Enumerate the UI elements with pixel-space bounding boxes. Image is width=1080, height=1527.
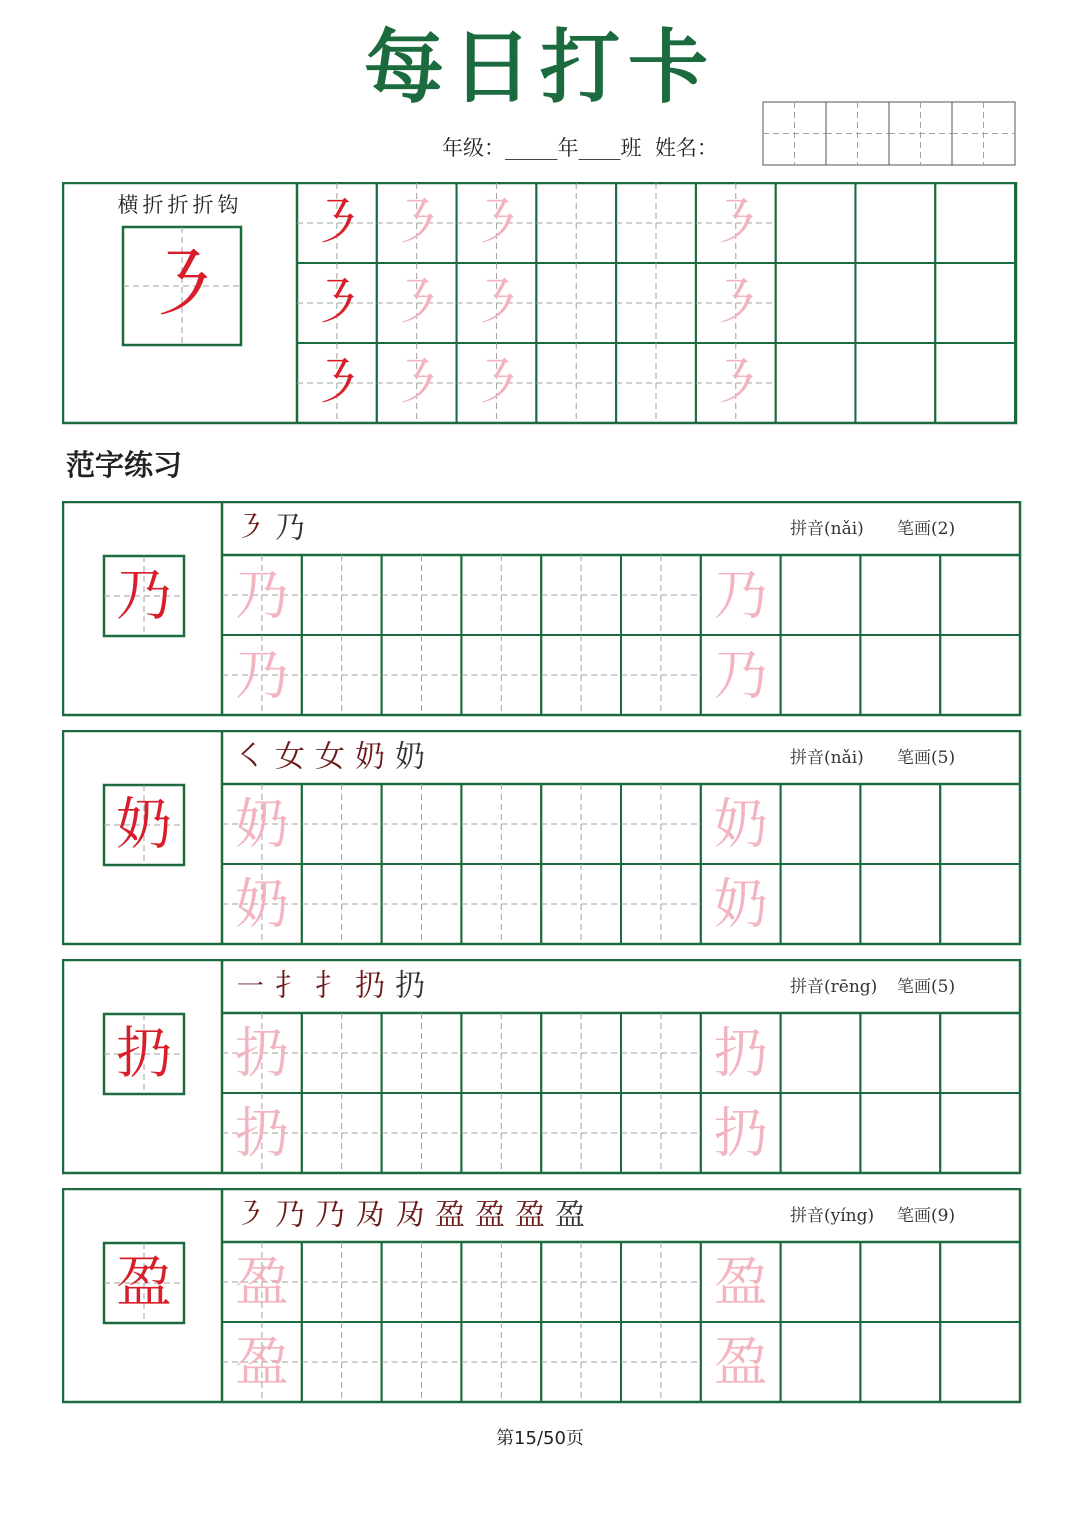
strokes-label: 笔画(9) [897, 1206, 956, 1226]
stroke-glyph: ㇋ [309, 351, 364, 415]
stroke-glyph: ㇋ [469, 191, 524, 255]
pinyin-label: 拼音(nǎi) [790, 748, 864, 768]
trace-char: 乃 [234, 563, 289, 627]
model-char: 扔 [116, 1021, 172, 1087]
stroke-order-step: ㇛ [235, 739, 265, 775]
practice-cell [781, 635, 861, 715]
pinyin-label: 拼音(rēng) [790, 977, 878, 997]
pinyin-label: 拼音(nǎi) [790, 519, 864, 539]
trace-char: 奶 [713, 792, 768, 856]
practice-cell [781, 784, 861, 864]
stroke-glyph: ㇋ [389, 351, 444, 415]
section-title: 范字练习 [66, 448, 183, 482]
practice-cell [940, 1093, 1020, 1173]
stroke-order-step: ㇋ [235, 510, 265, 546]
trace-char: 扔 [234, 1101, 289, 1165]
stroke-name: 横折折折钩 [117, 193, 243, 217]
stroke-order-step: 女 [315, 739, 345, 775]
stroke-glyph: ㇋ [708, 351, 763, 415]
model-char: 乃 [116, 563, 172, 629]
character-block-ying [62, 1188, 1022, 1404]
page-number: 第15/50页 [496, 1428, 584, 1449]
stroke-glyph: ㇋ [389, 191, 444, 255]
practice-cell [781, 1242, 861, 1322]
name-writing-boxes[interactable] [762, 101, 1016, 167]
trace-char: 盈 [234, 1250, 289, 1314]
practice-cell [781, 1093, 861, 1173]
stroke-order-step: 扌 [275, 968, 305, 1004]
practice-cell [860, 1093, 940, 1173]
practice-cell [781, 1322, 861, 1402]
stroke-order-step: ㇋ [235, 1197, 265, 1233]
stroke-order-step: 奶 [355, 739, 385, 775]
stroke-order-step: 盈 [435, 1197, 465, 1233]
stroke-practice-cell [776, 343, 856, 423]
stroke-glyph: ㇋ [469, 351, 524, 415]
character-block-reng [62, 959, 1022, 1175]
strokes-label: 笔画(5) [897, 748, 956, 768]
trace-char: 乃 [713, 643, 768, 707]
stroke-order-step: 乃 [315, 1197, 345, 1233]
trace-char: 盈 [234, 1330, 289, 1394]
strokes-label: 笔画(2) [897, 519, 956, 539]
stroke-order-step: 夃 [395, 1197, 425, 1233]
stroke-practice-cell [855, 263, 935, 343]
trace-char: 奶 [234, 792, 289, 856]
trace-char: 扔 [713, 1101, 768, 1165]
stroke-practice-cell [855, 183, 935, 263]
class-name-fields: 年级：_____年____班 姓名： [442, 136, 718, 160]
stroke-order-step: 乃 [275, 1197, 305, 1233]
practice-cell [940, 1013, 1020, 1093]
practice-cell [940, 1322, 1020, 1402]
stroke-practice-cell [855, 343, 935, 423]
stroke-order-step: ㇐ [235, 968, 265, 1004]
practice-cell [940, 555, 1020, 635]
stroke-order-step: 盈 [475, 1197, 505, 1233]
practice-cell [940, 635, 1020, 715]
practice-cell [940, 864, 1020, 944]
practice-cell [860, 1242, 940, 1322]
character-block-nai [62, 501, 1022, 717]
stroke-order-step: 扔 [355, 968, 385, 1004]
stroke-glyph: ㇋ [309, 191, 364, 255]
trace-char: 盈 [713, 1330, 768, 1394]
practice-cell [940, 1242, 1020, 1322]
trace-char: 奶 [234, 872, 289, 936]
practice-cell [940, 784, 1020, 864]
stroke-model-glyph: ㇋ [142, 239, 222, 333]
trace-char: 扔 [234, 1021, 289, 1085]
stroke-order-step: 扌 [315, 968, 345, 1004]
practice-cell [860, 784, 940, 864]
practice-cell [781, 1013, 861, 1093]
pinyin-label: 拼音(yíng) [790, 1206, 875, 1226]
strokes-label: 笔画(5) [897, 977, 956, 997]
stroke-order-step: 夃 [355, 1197, 385, 1233]
stroke-practice-cell [776, 263, 856, 343]
stroke-order-step: 乃 [275, 510, 305, 546]
stroke-practice-cell [935, 343, 1015, 423]
practice-cell [781, 555, 861, 635]
practice-cell [860, 864, 940, 944]
stroke-practice-section [62, 182, 1018, 425]
stroke-order-step: ⼥ [275, 739, 305, 775]
practice-cell [860, 1013, 940, 1093]
model-char: 盈 [116, 1250, 172, 1316]
practice-cell [860, 635, 940, 715]
stroke-order-step: 扔 [395, 968, 425, 1004]
trace-char: 乃 [713, 563, 768, 627]
stroke-practice-cell [776, 183, 856, 263]
model-char: 奶 [116, 792, 172, 858]
stroke-order-step: 盈 [555, 1197, 585, 1233]
stroke-order-step: 盈 [515, 1197, 545, 1233]
character-block-nai-milk [62, 730, 1022, 946]
trace-char: 乃 [234, 643, 289, 707]
stroke-glyph: ㇋ [389, 271, 444, 335]
stroke-order-step: 奶 [395, 739, 425, 775]
page-title: 每日打卡 [364, 20, 716, 114]
stroke-practice-cell [935, 183, 1015, 263]
practice-cell [781, 864, 861, 944]
stroke-glyph: ㇋ [708, 271, 763, 335]
stroke-glyph: ㇋ [309, 271, 364, 335]
stroke-practice-cell [935, 263, 1015, 343]
stroke-glyph: ㇋ [708, 191, 763, 255]
practice-cell [860, 1322, 940, 1402]
stroke-glyph: ㇋ [469, 271, 524, 335]
trace-char: 扔 [713, 1021, 768, 1085]
trace-char: 奶 [713, 872, 768, 936]
practice-cell [860, 555, 940, 635]
trace-char: 盈 [713, 1250, 768, 1314]
